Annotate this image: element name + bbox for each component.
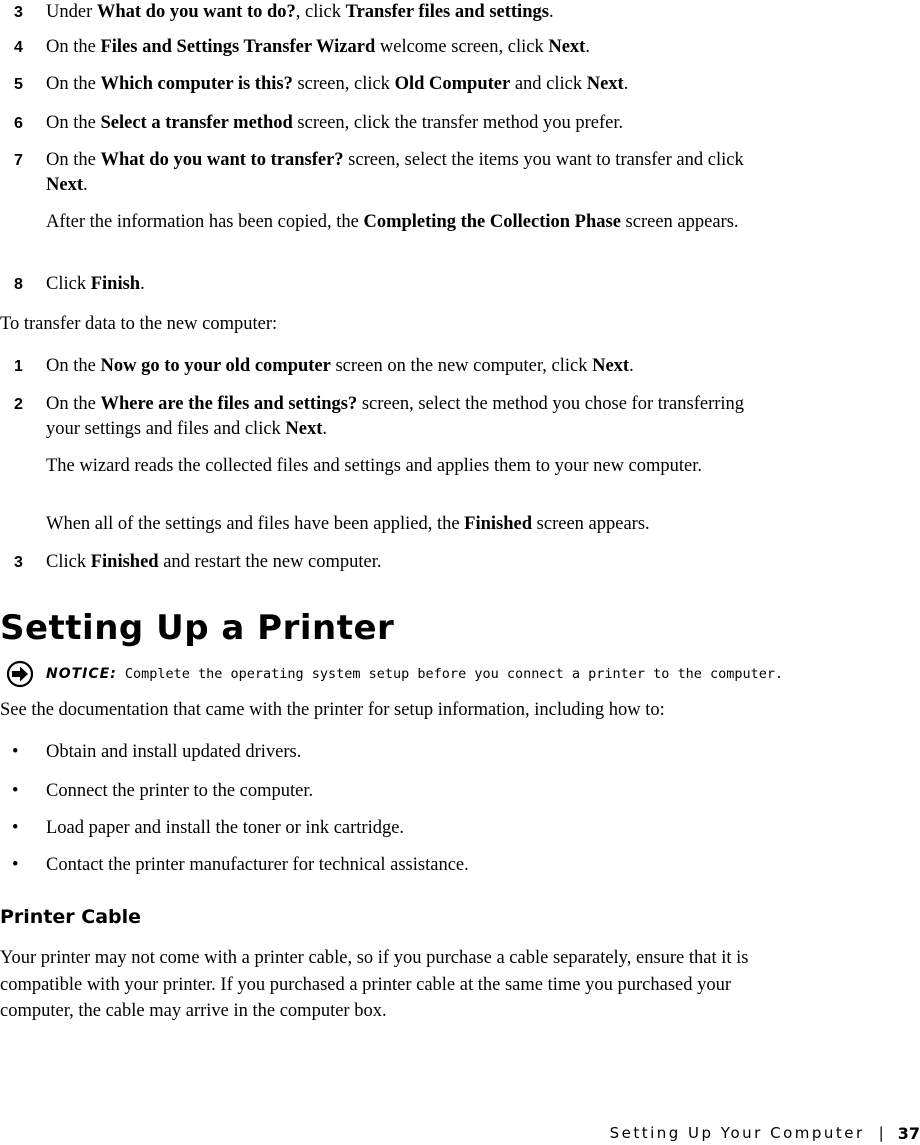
list-item-text: Connect the printer to the computer.	[46, 781, 314, 801]
text-run: When all of the settings and files have been applied, the	[46, 514, 465, 534]
subsection-heading: Printer Cable	[0, 906, 142, 928]
text-run: screen on the new computer, click	[330, 356, 593, 376]
ui-term: Now go to your old computer	[100, 356, 331, 376]
arrow-right-circle-icon	[6, 660, 34, 688]
note-text	[46, 456, 702, 476]
ui-term: Finish	[90, 274, 141, 294]
text-run: .	[548, 2, 554, 22]
page-footer	[610, 1121, 920, 1145]
text-run: Click	[46, 274, 91, 294]
step-3-new	[0, 550, 800, 575]
step-text	[46, 148, 776, 198]
text-run: .	[322, 419, 328, 439]
list-item	[0, 816, 800, 841]
bullet-dot: •	[12, 742, 19, 762]
text-run: Click	[46, 552, 91, 572]
text-run: screen, click	[292, 74, 395, 94]
text-run: .	[82, 175, 88, 195]
text-run: screen appears.	[620, 212, 739, 232]
list-item-text: Contact the printer manufacturer for technical assistance.	[46, 855, 469, 875]
text-run: On the	[46, 113, 101, 133]
ui-term: Next	[285, 419, 323, 439]
new-computer-intro: To transfer data to the new computer:	[0, 314, 278, 334]
bullet-dot: •	[12, 781, 19, 801]
step-number: 3	[14, 4, 23, 21]
text-run: and restart the new computer.	[158, 552, 382, 572]
ui-term: Next	[586, 74, 624, 94]
step-number: 4	[14, 39, 23, 56]
wizard-note	[46, 454, 736, 479]
text-run: screen, select the items you want to transfer and click	[343, 150, 744, 170]
text-run: On the	[46, 150, 101, 170]
text-run: screen, click the transfer method you prefer.	[292, 113, 624, 133]
finished-note	[46, 512, 806, 537]
ui-term: Select a transfer method	[100, 113, 293, 133]
step-number: 3	[14, 554, 23, 571]
text-run: and click	[510, 74, 587, 94]
text-run: On the	[46, 37, 101, 57]
step-6	[0, 111, 800, 136]
list-item	[0, 740, 800, 765]
step-text	[46, 0, 800, 25]
text-run: .	[140, 274, 145, 294]
bullet-dot: •	[12, 855, 19, 875]
ui-term: Transfer files and settings	[345, 2, 549, 22]
note-text	[46, 514, 650, 534]
ui-term: Next	[548, 37, 586, 57]
footer-section-title: Setting Up Your Computer	[609, 1124, 865, 1142]
ui-term: Finished	[464, 514, 533, 534]
step-1-new	[0, 354, 800, 379]
section-heading: Setting Up a Printer	[0, 608, 395, 648]
list-item	[0, 853, 800, 878]
text-run: On the	[46, 74, 101, 94]
text-run: Under	[46, 2, 97, 22]
step-text	[46, 111, 800, 136]
collection-phase-note	[46, 210, 786, 235]
ui-term: Old Computer	[394, 74, 511, 94]
ui-term: Finished	[90, 552, 159, 572]
list-item-text: Load paper and install the toner or ink cartridge.	[46, 818, 405, 838]
notice-label: NOTICE:	[46, 666, 117, 682]
step-number: 5	[14, 76, 23, 93]
footer-separator: |	[878, 1124, 884, 1142]
ui-term: Completing the Collection Phase	[363, 212, 621, 232]
text-run: welcome screen, click	[375, 37, 549, 57]
ui-term: Which computer is this?	[100, 74, 293, 94]
step-number: 2	[14, 396, 23, 413]
text-run: .	[585, 37, 590, 57]
step-text	[46, 72, 800, 97]
text-run: On the	[46, 356, 101, 376]
step-number: 1	[14, 358, 23, 375]
ui-term: Files and Settings Transfer Wizard	[100, 37, 376, 57]
step-text	[46, 35, 800, 60]
step-text	[46, 550, 800, 575]
step-text	[46, 354, 800, 379]
printer-intro: See the documentation that came with the printer for setup information, including how to:	[0, 700, 665, 720]
text-run: , click	[295, 2, 346, 22]
ui-term: Next	[592, 356, 630, 376]
text-run: .	[623, 74, 629, 94]
page-number: 37	[897, 1123, 920, 1143]
ui-term: What do you want to do?	[96, 2, 296, 22]
step-number: 8	[14, 276, 23, 293]
notice-box	[0, 660, 783, 688]
step-text	[46, 392, 766, 442]
text-run: After the information has been copied, the	[46, 212, 364, 232]
text-run: screen appears.	[532, 514, 650, 534]
step-2-new	[0, 392, 800, 442]
notice-text: Complete the operating system setup before you connect a printer to the computer.	[124, 666, 784, 682]
step-5	[0, 72, 800, 97]
ui-term: Next	[46, 175, 83, 195]
text-run: .	[629, 356, 634, 376]
ui-term: What do you want to transfer?	[100, 150, 344, 170]
cable-paragraph: Your printer may not come with a printer cable, so if you purchase a cable separately, ensure that it is compatible with your printer. If you purchased a printer cable at the same time you purchased your computer, the cable may arrive in the computer box.	[0, 948, 749, 1021]
step-text	[46, 272, 800, 297]
step-number: 7	[14, 152, 23, 169]
step-number: 6	[14, 115, 23, 132]
step-8	[0, 272, 800, 297]
text-run: On the	[46, 394, 101, 414]
step-7	[0, 148, 800, 198]
note-text	[46, 212, 739, 232]
list-item-text: Obtain and install updated drivers.	[46, 742, 302, 762]
text-run: The wizard reads the collected files and settings and applies them to your new computer.	[46, 456, 703, 476]
list-item	[0, 779, 800, 804]
step-3	[0, 0, 800, 25]
step-4	[0, 35, 800, 60]
ui-term: Where are the files and settings?	[100, 394, 358, 414]
text-run: screen, select the method you chose for transferring your settings and files and click	[46, 394, 745, 439]
bullet-dot: •	[12, 818, 19, 838]
